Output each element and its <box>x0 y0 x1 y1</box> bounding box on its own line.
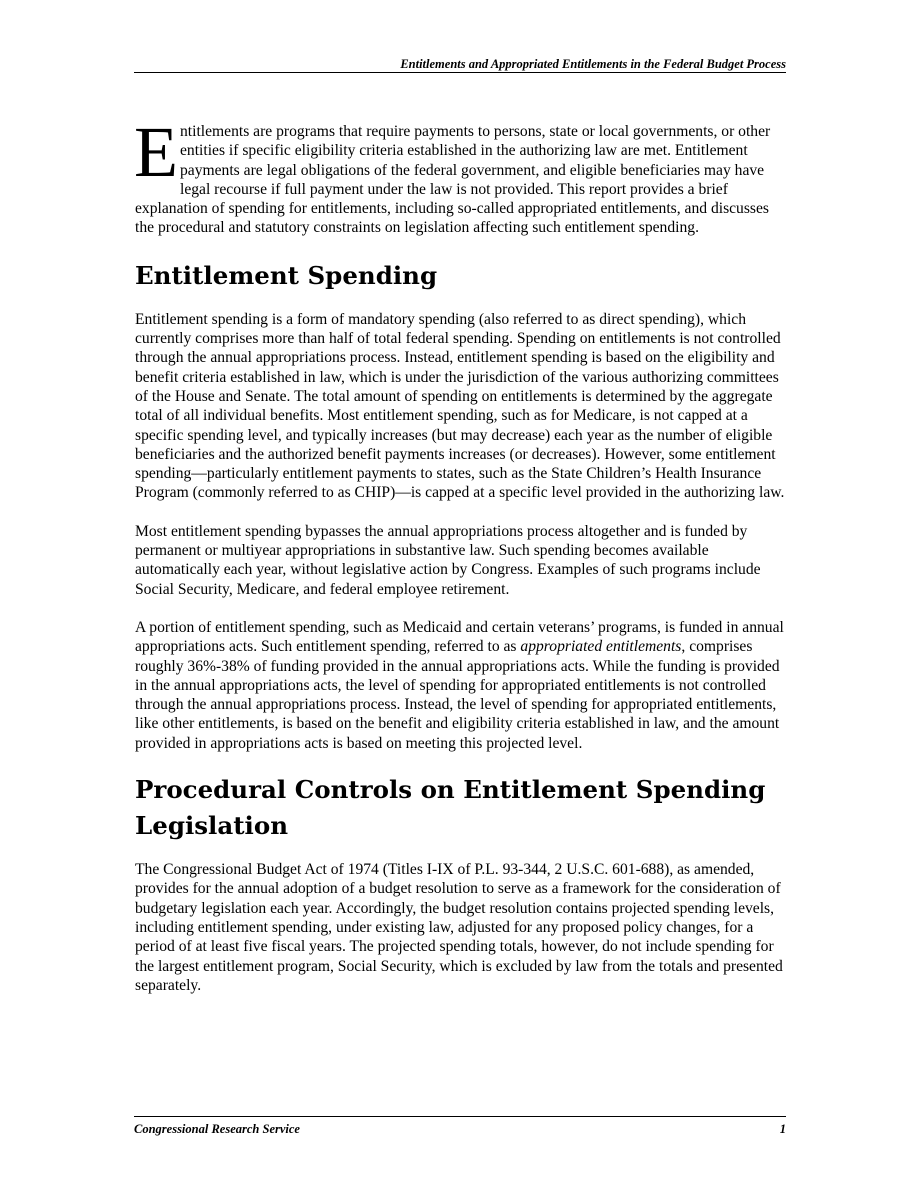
section-heading-entitlement-spending: Entitlement Spending <box>135 260 438 290</box>
italic-term: appropriated entitlements <box>520 638 682 656</box>
section-heading-procedural-controls: Procedural Controls on Entitlement Spending Legislation <box>135 775 766 841</box>
intro-paragraph <box>134 112 787 238</box>
intro-text: ntitlements are programs that require payments to persons, state or local governments, or other entities if specific eligibility criteria established in the authorizing law are met. Entitlement payments are legal obligations of the federal government, and eligible beneficiaries may have legal recourse if full payment under the law is not provided. This report provides a brief explanation of spending for entitlements, including so-called appropriated entitlements, and discusses the procedural and statutory constraints on legislation affecting such entitlement spending. <box>135 123 771 237</box>
paragraph: Most entitlement spending bypasses the annual appropriations process altogether and is funded by permanent or multiyear appropriations in substantive law. Such spending becomes available automatically each year, without legislative action by Congress. Examples of such programs include Social Security, Medicare, and federal employee retirement. <box>135 522 761 598</box>
paragraph: Entitlement spending is a form of mandatory spending (also referred to as direct spending), which currently comprises more than half of total federal spending. Spending on entitlements is not controlled through the annual appropriations process. Instead, entitlement spending is based on the eligibility and benefit criteria established in law, which is under the jurisdiction of the various authorizing committees of the House and Senate. The total amount of spending on entitlements is determined by the aggregate total of all individual benefits. Most entitlement spending, such as for Medicare, is not capped at a specific spending level, and typically increases (but may decrease) each year as the number of eligible beneficiaries and the authorized benefit payments increases (or decreases). However, some entitlement spending—particularly entitlement payments to states, such as the State Children’s Health Insurance Program (commonly referred to as CHIP)—is capped at a specific level provided in the authorizing law. <box>135 310 785 502</box>
running-header: Entitlements and Appropriated Entitlements in the Federal Budget Process <box>400 57 786 71</box>
paragraph-text: , comprises roughly 36%-38% of funding provided in the annual appropriations acts. While the funding is provided in the annual appropriations acts, the level of spending for appropriated entitlements is not controlled through the annual appropriations process. Instead, the level of spending for appropriated entitlements, like other entitlements, is based on the benefit and eligibility criteria established in law, and the amount provided in appropriations acts is based on meeting this projected level. <box>135 638 780 752</box>
footer-source: Congressional Research Service <box>134 1122 300 1136</box>
page-footer <box>134 1121 786 1137</box>
page-body <box>134 112 787 1014</box>
paragraph-text: A portion of entitlement spending, such as Medicaid and certain veterans’ programs, is funded in annual appropriations acts. Such entitlement spending, referred to as <box>135 618 784 656</box>
header-rule <box>134 72 786 73</box>
drop-cap: E <box>134 112 178 192</box>
paragraph: The Congressional Budget Act of 1974 (Titles I-IX of P.L. 93-344, 2 U.S.C. 601-688), as amended, provides for the annual adoption of a budget resolution to serve as a framework for the consideration of budgetary legislation each year. Accordingly, the budget resolution contains projected spending levels, including entitlement spending, under existing law, adjusted for any proposed policy changes, for a period of at least five fiscal years. The projected spending totals, however, do not include spending for the largest entitlement program, Social Security, which is excluded by law from the totals and presented separately. <box>135 861 783 994</box>
paragraph <box>135 618 787 753</box>
page-number: 1 <box>779 1122 786 1136</box>
footer-rule <box>134 1116 786 1117</box>
